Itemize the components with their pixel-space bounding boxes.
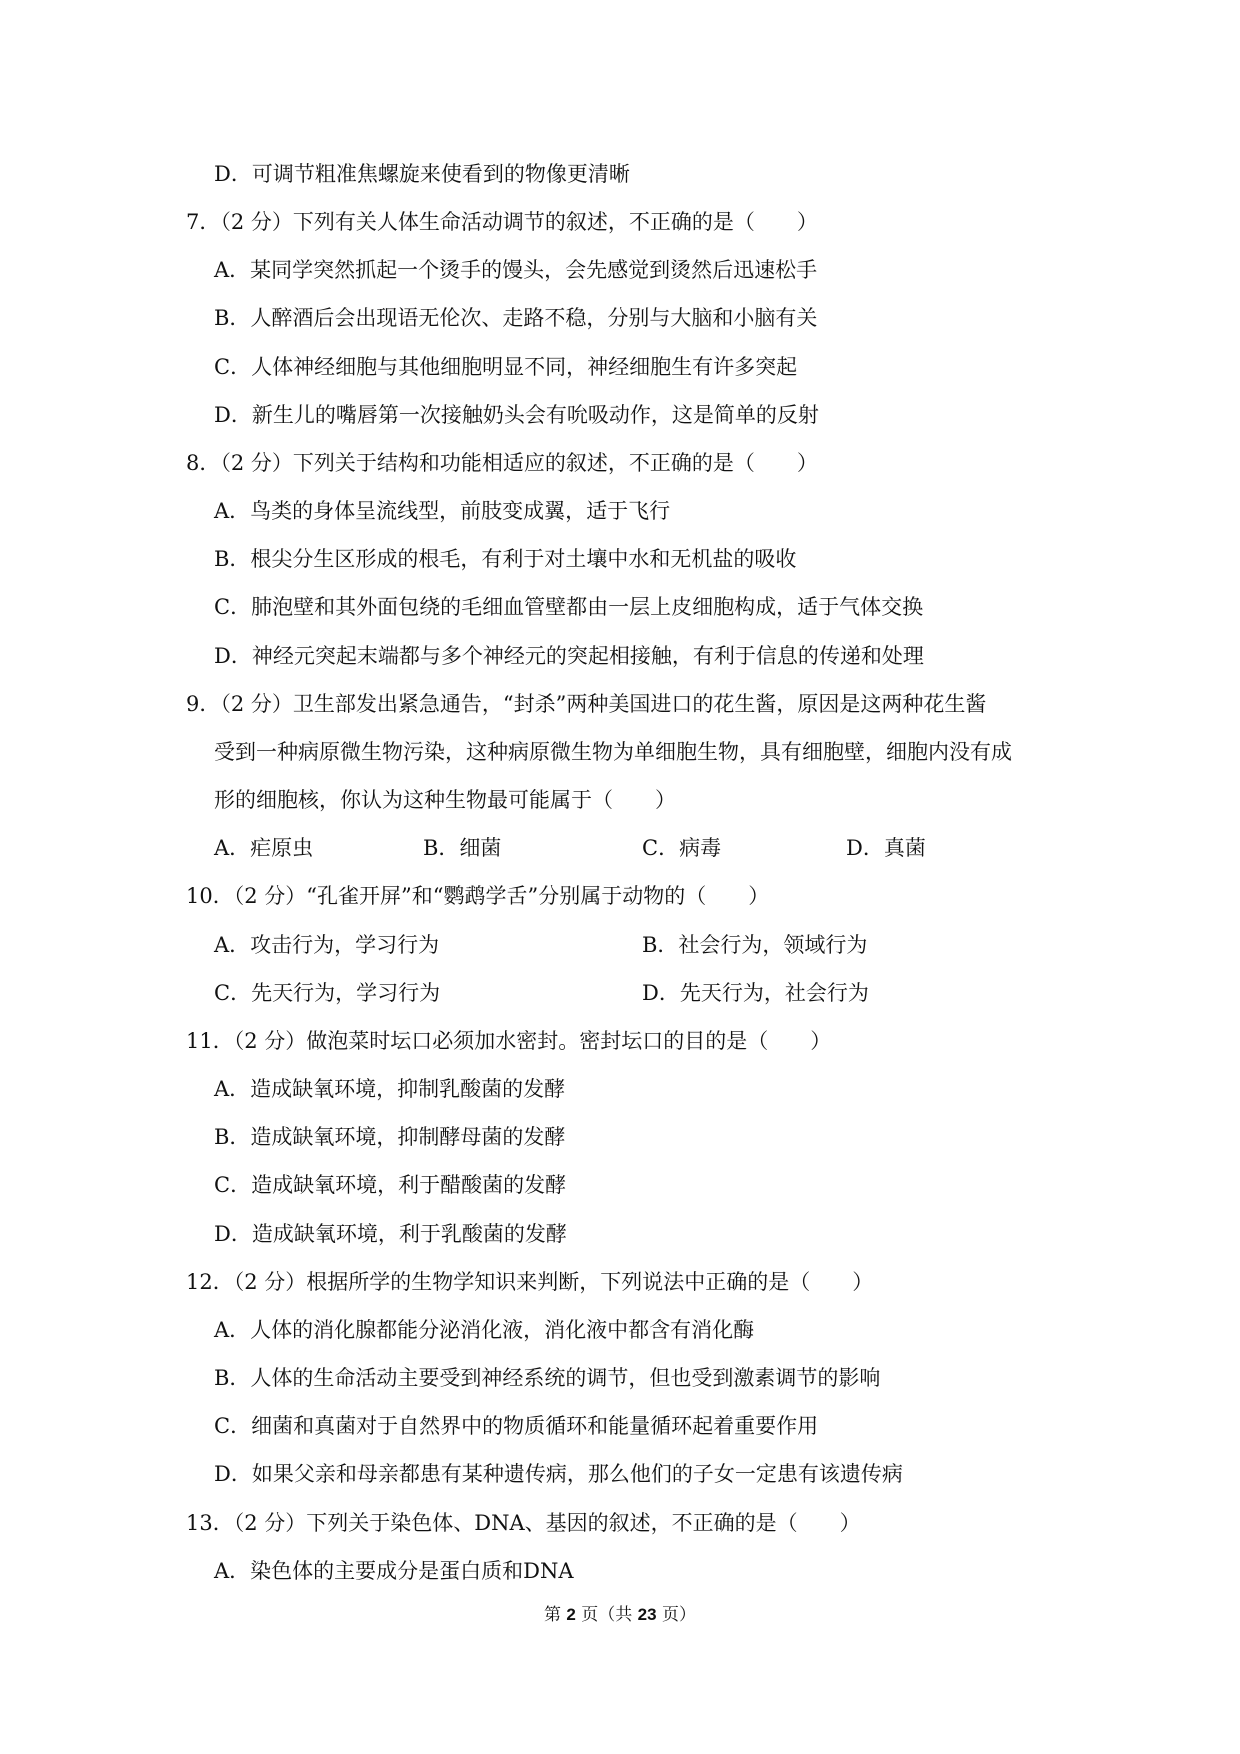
q7-option-d: D．新生儿的嘴唇第一次接触奶头会有吮吸动作，这是简单的反射 [214, 403, 819, 427]
q13-option-a: A．染色体的主要成分是蛋白质和DNA [214, 1559, 574, 1583]
q12-option-a: A．人体的消化腺都能分泌消化液，消化液中都含有消化酶 [214, 1318, 755, 1342]
q11-option-d: D．造成缺氧环境，利于乳酸菌的发酵 [214, 1222, 567, 1246]
q11-option-c: C．造成缺氧环境，利于醋酸菌的发酵 [214, 1173, 567, 1197]
q7-stem: 7．（2 分）下列有关人体生命活动调节的叙述，不正确的是（ ） [186, 210, 818, 234]
q9-option-c: C．病毒 [642, 836, 722, 860]
q11-stem: 11．（2 分）做泡菜时坛口必须加水密封。密封坛口的目的是（ ） [186, 1029, 832, 1053]
q8-option-a: A．鸟类的身体呈流线型，前肢变成翼，适于飞行 [214, 499, 671, 523]
q10-option-d: D．先天行为，社会行为 [642, 981, 869, 1005]
q8-stem: 8．（2 分）下列关于结构和功能相适应的叙述，不正确的是（ ） [186, 451, 818, 475]
q9-stem-line-3: 形的细胞核，你认为这种生物最可能属于（ ） [214, 788, 676, 812]
q7-option-b: B．人醉酒后会出现语无伦次、走路不稳，分别与大脑和小脑有关 [214, 306, 818, 330]
q13-stem: 13．（2 分）下列关于染色体、DNA、基因的叙述，不正确的是（ ） [186, 1511, 861, 1535]
q11-option-a: A．造成缺氧环境，抑制乳酸菌的发酵 [214, 1077, 566, 1101]
q7-option-c: C．人体神经细胞与其他细胞明显不同，神经细胞生有许多突起 [214, 355, 798, 379]
q8-option-c: C．肺泡壁和其外面包绕的毛细血管壁都由一层上皮细胞构成，适于气体交换 [214, 595, 924, 619]
q7-option-a: A．某同学突然抓起一个烫手的馒头，会先感觉到烫然后迅速松手 [214, 258, 818, 282]
footer-suffix: 页） [656, 1605, 696, 1625]
footer-prefix: 第 [543, 1605, 567, 1625]
q12-option-d: D．如果父亲和母亲都患有某种遗传病，那么他们的子女一定患有该遗传病 [214, 1462, 903, 1486]
footer-page-number: 2 [566, 1605, 576, 1624]
footer-total-pages: 23 [637, 1605, 657, 1624]
q8-option-d: D．神经元突起末端都与多个神经元的突起相接触，有利于信息的传递和处理 [214, 644, 924, 668]
q9-option-b: B．细菌 [423, 836, 502, 860]
q10-option-b: B．社会行为，领域行为 [642, 933, 868, 957]
page-footer [0, 1600, 1240, 1625]
q8-option-b: B．根尖分生区形成的根毛，有利于对土壤中水和无机盐的吸收 [214, 547, 797, 571]
q10-option-a: A．攻击行为，学习行为 [214, 933, 440, 957]
q11-option-b: B．造成缺氧环境，抑制酵母菌的发酵 [214, 1125, 566, 1149]
footer-middle: 页（共 [575, 1605, 638, 1625]
q12-option-b: B．人体的生命活动主要受到神经系统的调节，但也受到激素调节的影响 [214, 1366, 881, 1390]
q9-stem-line-2: 受到一种病原微生物污染，这种病原微生物为单细胞生物，具有细胞壁，细胞内没有成 [214, 740, 1012, 764]
q9-option-a: A．疟原虫 [214, 836, 314, 860]
q6-option-d: D．可调节粗准焦螺旋来使看到的物像更清晰 [214, 162, 630, 186]
q12-stem: 12．（2 分）根据所学的生物学知识来判断，下列说法中正确的是（ ） [186, 1270, 874, 1294]
q10-stem: 10．（2 分）“孔雀开屏”和“鹦鹉学舌”分别属于动物的（ ） [186, 884, 770, 908]
q9-stem-line-1: 9．（2 分）卫生部发出紧急通告，“封杀”两种美国进口的花生酱，原因是这两种花生酱 [186, 692, 987, 716]
q9-option-d: D．真菌 [846, 836, 926, 860]
q12-option-c: C．细菌和真菌对于自然界中的物质循环和能量循环起着重要作用 [214, 1414, 819, 1438]
q10-option-c: C．先天行为，学习行为 [214, 981, 441, 1005]
